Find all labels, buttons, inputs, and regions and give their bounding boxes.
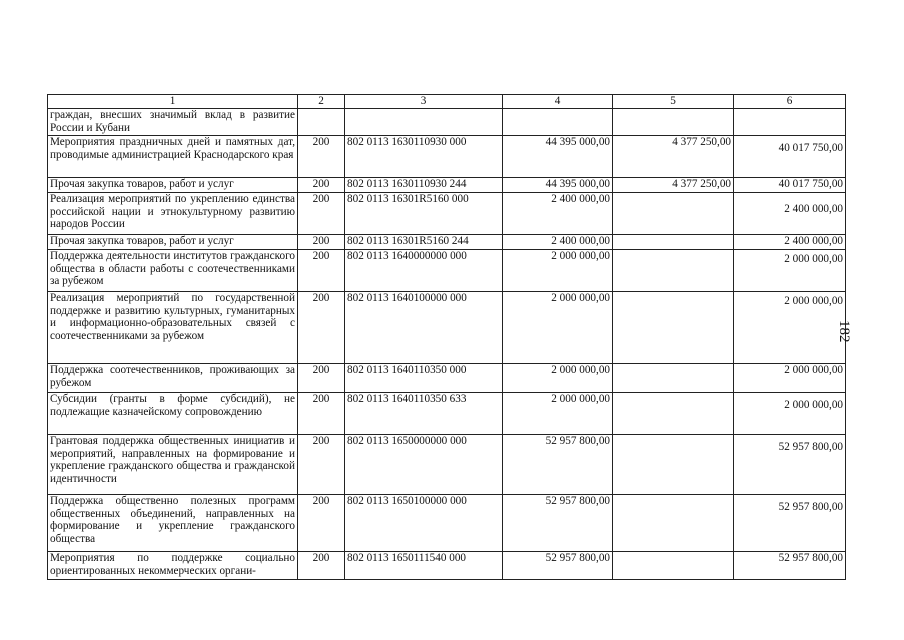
- row-amount-5: [613, 193, 734, 235]
- page-number: 182: [836, 320, 852, 343]
- row-amount-6: 52 957 800,00: [734, 435, 846, 495]
- row-amount-6: 2 400 000,00: [734, 193, 846, 235]
- budget-table: [47, 94, 846, 580]
- table-row: [48, 292, 846, 364]
- table-row: [48, 178, 846, 193]
- row-amount-5: [613, 435, 734, 495]
- table-row: [48, 435, 846, 495]
- row-amount-4: 2 400 000,00: [503, 193, 613, 235]
- row-amount-5: 4 377 250,00: [613, 136, 734, 178]
- row-rz: 200: [298, 495, 345, 552]
- row-description: Субсидии (гранты в форме субсидий), не подлежащие казначейскому сопровождению: [48, 393, 298, 435]
- row-rz: 200: [298, 178, 345, 193]
- row-amount-4: 52 957 800,00: [503, 495, 613, 552]
- row-code: 802 0113 1650111540 000: [345, 552, 503, 580]
- row-code: 802 0113 1640100000 000: [345, 292, 503, 364]
- table-row: [48, 235, 846, 250]
- row-amount-6: 40 017 750,00: [734, 178, 846, 193]
- row-amount-4: 44 395 000,00: [503, 178, 613, 193]
- row-amount-5: [613, 109, 734, 136]
- row-code: 802 0113 1630110930 244: [345, 178, 503, 193]
- row-amount-4: 52 957 800,00: [503, 552, 613, 580]
- table-row: [48, 109, 846, 136]
- row-rz: [298, 109, 345, 136]
- row-description: Грантовая поддержка общественных инициатив и мероприятий, направленных на формирование и укрепление гражданского общества и гражданской идентичности: [48, 435, 298, 495]
- header-col-1: 1: [48, 95, 298, 109]
- row-amount-5: [613, 292, 734, 364]
- table-row: [48, 364, 846, 393]
- row-amount-6: 52 957 800,00: [734, 495, 846, 552]
- row-amount-6: 2 000 000,00: [734, 393, 846, 435]
- row-code: 802 0113 1640000000 000: [345, 250, 503, 292]
- row-amount-5: [613, 552, 734, 580]
- table-row: [48, 136, 846, 178]
- row-amount-5: [613, 364, 734, 393]
- row-amount-4: 2 000 000,00: [503, 393, 613, 435]
- row-amount-5: 4 377 250,00: [613, 178, 734, 193]
- row-amount-4: 52 957 800,00: [503, 435, 613, 495]
- row-rz: 200: [298, 364, 345, 393]
- row-code: 802 0113 16301R5160 244: [345, 235, 503, 250]
- row-amount-6: 2 000 000,00: [734, 292, 846, 364]
- row-description: Прочая закупка товаров, работ и услуг: [48, 235, 298, 250]
- row-amount-5: [613, 250, 734, 292]
- row-amount-4: 2 000 000,00: [503, 364, 613, 393]
- row-rz: 200: [298, 136, 345, 178]
- header-col-4: 4: [503, 95, 613, 109]
- row-code: [345, 109, 503, 136]
- row-rz: 200: [298, 250, 345, 292]
- row-description: Реализация мероприятий по укреплению единства российской нации и этнокультурному развитию народов России: [48, 193, 298, 235]
- row-code: 802 0113 1640110350 000: [345, 364, 503, 393]
- row-amount-5: [613, 235, 734, 250]
- row-description: граждан, внесших значимый вклад в развитие России и Кубани: [48, 109, 298, 136]
- row-description: Реализация мероприятий по государственной поддержке и развитию культурных, гуманитарных и информационно-образовательных связей с соотечественниками за рубежом: [48, 292, 298, 364]
- row-description: Поддержка деятельности институтов гражданского общества в области работы с соотечественниками за рубежом: [48, 250, 298, 292]
- table-header-row: [48, 95, 846, 109]
- row-amount-6: 2 400 000,00: [734, 235, 846, 250]
- table-row: [48, 193, 846, 235]
- row-rz: 200: [298, 435, 345, 495]
- row-code: 802 0113 1630110930 000: [345, 136, 503, 178]
- row-description: Мероприятия праздничных дней и памятных дат, проводимые администрацией Краснодарского края: [48, 136, 298, 178]
- table-row: [48, 495, 846, 552]
- header-col-5: 5: [613, 95, 734, 109]
- table-row: [48, 552, 846, 580]
- row-amount-4: 2 000 000,00: [503, 250, 613, 292]
- row-rz: 200: [298, 552, 345, 580]
- row-rz: 200: [298, 393, 345, 435]
- row-amount-5: [613, 393, 734, 435]
- row-rz: 200: [298, 292, 345, 364]
- row-amount-6: 2 000 000,00: [734, 364, 846, 393]
- row-description: Прочая закупка товаров, работ и услуг: [48, 178, 298, 193]
- row-amount-4: [503, 109, 613, 136]
- row-code: 802 0113 1650100000 000: [345, 495, 503, 552]
- row-amount-4: 44 395 000,00: [503, 136, 613, 178]
- row-amount-6: 40 017 750,00: [734, 136, 846, 178]
- row-rz: 200: [298, 235, 345, 250]
- row-amount-4: 2 400 000,00: [503, 235, 613, 250]
- header-col-3: 3: [345, 95, 503, 109]
- row-description: Поддержка общественно полезных программ общественных объединений, направленных на формирование и укрепление гражданского общества: [48, 495, 298, 552]
- row-rz: 200: [298, 193, 345, 235]
- table-row: [48, 393, 846, 435]
- row-description: Мероприятия по поддержке социально ориентированных некоммерческих органи-: [48, 552, 298, 580]
- header-col-2: 2: [298, 95, 345, 109]
- row-description: Поддержка соотечественников, проживающих за рубежом: [48, 364, 298, 393]
- row-amount-4: 2 000 000,00: [503, 292, 613, 364]
- row-amount-6: 2 000 000,00: [734, 250, 846, 292]
- row-code: 802 0113 1650000000 000: [345, 435, 503, 495]
- header-col-6: 6: [734, 95, 846, 109]
- row-code: 802 0113 1640110350 633: [345, 393, 503, 435]
- row-code: 802 0113 16301R5160 000: [345, 193, 503, 235]
- row-amount-5: [613, 495, 734, 552]
- table-row: [48, 250, 846, 292]
- row-amount-6: 52 957 800,00: [734, 552, 846, 580]
- row-amount-6: [734, 109, 846, 136]
